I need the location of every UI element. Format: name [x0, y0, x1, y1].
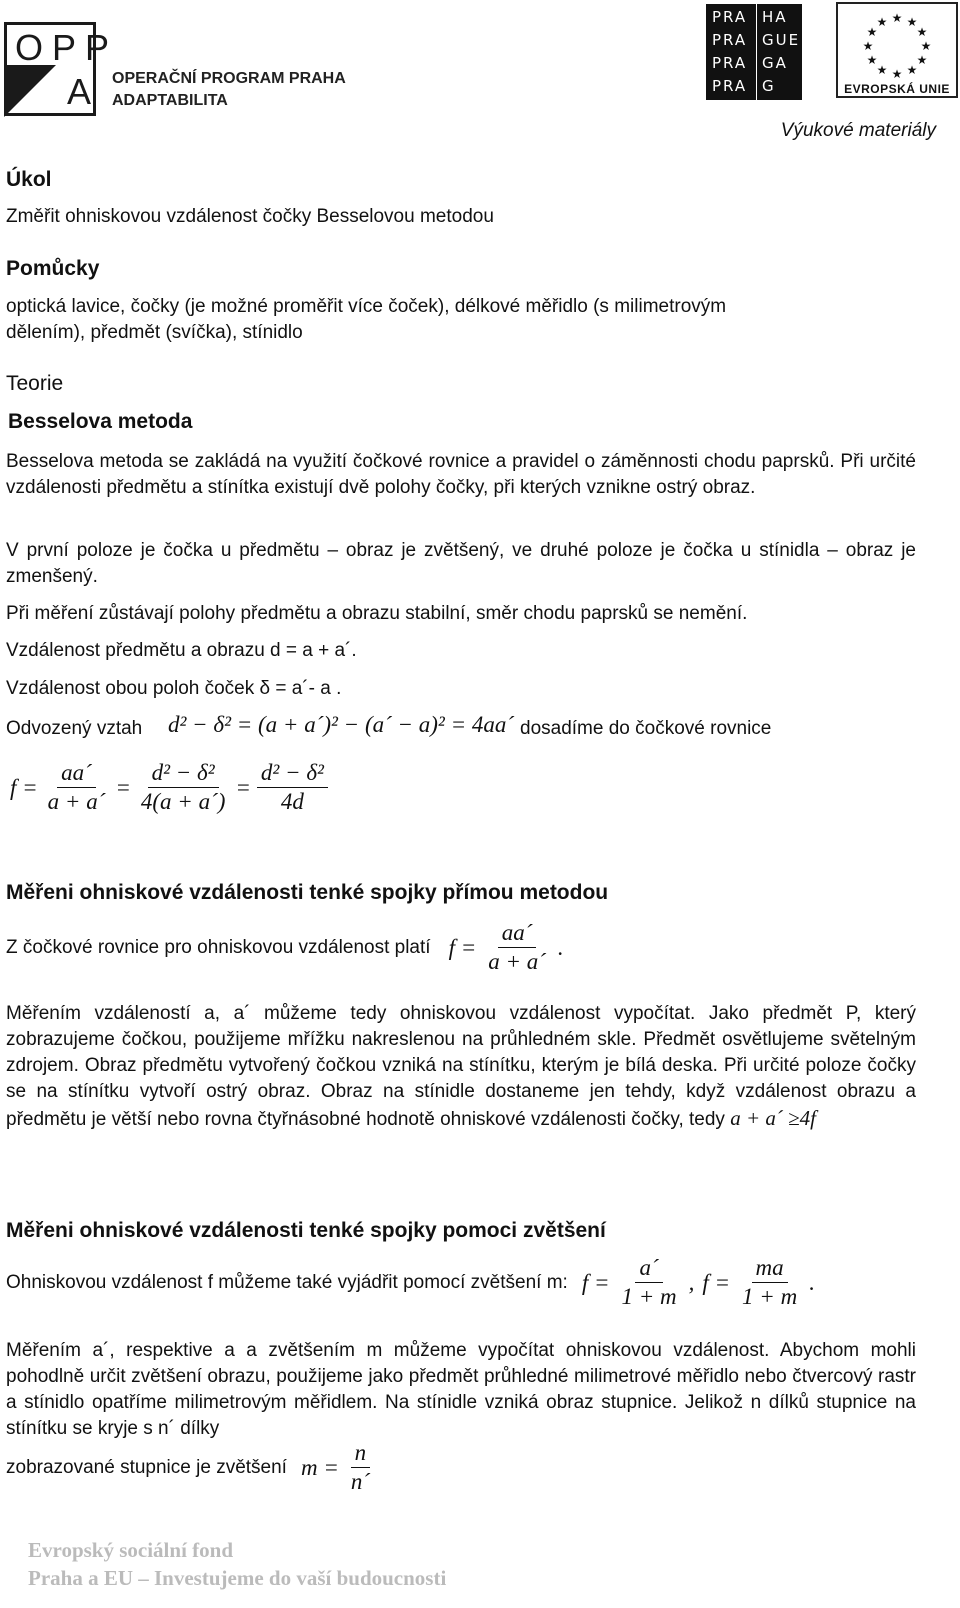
section-title-pomucky: Pomůcky — [6, 257, 100, 280]
prima-intro: Z čočkové rovnice pro ohniskovou vzdálenost platí — [6, 936, 431, 958]
program-line-2: ADAPTABILITA — [112, 92, 228, 109]
bessel-paragraph-4: Vzdálenost předmětu a obrazu d = a + a´. — [6, 640, 357, 661]
materials-label: Výukové materiály — [780, 120, 936, 141]
eu-logo — [836, 2, 958, 98]
praha-cell: PRA — [712, 31, 748, 49]
fraction-denominator: 4d — [280, 789, 304, 814]
prima-formula-line — [6, 920, 564, 975]
eu-stars-icon — [838, 4, 956, 78]
zvetseni-last-line — [6, 1440, 374, 1495]
dosadime-text: dosadíme do čočkové rovnice — [520, 718, 772, 739]
fraction-denominator: 4(a + a´) — [140, 789, 226, 814]
fraction — [257, 760, 328, 815]
m-f: m = — [300, 1454, 339, 1480]
praha-logo — [706, 4, 802, 100]
footer-line-1: Evropský sociální fond — [28, 1538, 234, 1562]
fraction-numerator: d² − δ² — [257, 760, 328, 788]
fraction-numerator: ma — [752, 1255, 788, 1283]
fraction-numerator: d² − δ² — [148, 760, 219, 788]
program-name — [112, 68, 346, 112]
formula-f: f = — [10, 774, 38, 800]
praha-cell: GUE — [762, 31, 801, 49]
prima-paragraph — [6, 1001, 916, 1133]
opp-logo — [4, 22, 119, 116]
fraction-denominator: a + a´ — [47, 789, 106, 814]
fraction-numerator: aa´ — [57, 760, 96, 788]
praha-cell: PRA — [712, 54, 748, 72]
fraction — [347, 1440, 374, 1495]
svg-text:★: ★ — [862, 39, 874, 53]
zvetseni-formula-line — [6, 1255, 815, 1310]
footer-line-2: Praha a EU – Investujeme do vaší budoucnosti — [28, 1566, 447, 1590]
prima-paragraph-text: Měřením vzdáleností a, a´ můžeme tedy ohniskovou vzdálenost vypočítat. Jako předmět P, který zobrazujeme čočkou, použijeme mřížku nakreslenou na průhledném skle. Předmět osvětlujeme světelným zdrojem. Obraz předmětu vytvořený čočkou vzniká na stínítku, kterým je bílá deska. Při určité poloze čočky se na stínítku vytvoří ostrý obraz. Obraz na stínidle dostaneme jen tehdy, když vzdálenost obrazu a předmětu je větší nebo rovna čtyřnásobné hodnotě ohniskové vzdálenosti čočky, tedy — [6, 1003, 916, 1130]
fraction — [44, 760, 110, 815]
section-title-ukol: Úkol — [6, 168, 52, 191]
fraction-denominator: 1 + m — [621, 1284, 677, 1309]
bessel-paragraph-3: Při měření zůstávají polohy předmětu a obrazu stabilní, směr chodu paprsků se nemění. — [6, 603, 748, 624]
opp-logo-triangle — [4, 65, 56, 117]
opp-logo-text: OPP — [15, 27, 119, 68]
zvetseni-intro: Ohniskovou vzdálenost f můžeme také vyjádřit pomocí zvětšení m: — [6, 1271, 568, 1293]
section-title-bessel: Besselova metoda — [8, 410, 193, 433]
f-formula — [10, 760, 328, 815]
fraction-numerator: aa´ — [498, 920, 537, 948]
section-title-zvetseni: Měřeni ohniskové vzdálenosti tenké spojky pomoci zvětšení — [6, 1219, 606, 1242]
formula-equals: = — [115, 774, 131, 800]
odvozeny-label: Odvozený vztah — [6, 718, 143, 739]
fraction-numerator: n — [351, 1440, 371, 1468]
pomucky-line-1: optická lavice, čočky (je možné proměřit více čoček), délkové měřidlo (s milimetrovým — [6, 296, 727, 317]
fraction-numerator: a´ — [635, 1255, 662, 1283]
prima-period: . — [557, 934, 564, 960]
praha-cell: HA — [762, 8, 788, 26]
svg-text:★: ★ — [906, 63, 918, 77]
fraction-denominator: n´ — [350, 1469, 371, 1494]
section-title-prima: Měřeni ohniskové vzdálenosti tenké spojky přímou metodou — [6, 881, 609, 904]
bessel-paragraph-1: Besselova metoda se zakládá na využití čočkové rovnice a pravidel o záměnnosti chodu paprsků. Při určité vzdálenosti předmětu a stínítka existují dvě polohy čočky, při kterých vznikne ostrý obraz. — [6, 451, 916, 498]
zv-f2: f = — [702, 1269, 731, 1295]
pomucky-line-2: dělením), předmět (svíčka), stínidlo — [6, 322, 303, 343]
fraction — [137, 760, 230, 815]
svg-text:★: ★ — [891, 11, 903, 25]
praha-cell: PRA — [712, 77, 748, 95]
fraction-denominator: a + a´ — [488, 949, 546, 974]
svg-text:★: ★ — [891, 67, 903, 78]
zvetseni-last: zobrazované stupnice je zvětšení — [6, 1456, 287, 1478]
fraction — [738, 1255, 801, 1310]
opp-logo-letter: A — [67, 71, 92, 112]
svg-text:★: ★ — [876, 15, 888, 29]
praha-cell: PRA — [712, 8, 748, 26]
fraction — [484, 920, 550, 975]
program-line-1: OPERAČNÍ PROGRAM PRAHA — [112, 70, 346, 87]
prima-f: f = — [448, 934, 477, 960]
svg-text:★: ★ — [866, 25, 878, 39]
prima-inequality: a + a´ ≥4f — [730, 1106, 816, 1130]
fraction-denominator: 1 + m — [742, 1284, 798, 1309]
svg-text:★: ★ — [876, 63, 888, 77]
fraction — [617, 1255, 680, 1310]
zv-f1: f = — [581, 1269, 610, 1295]
eu-label: EVROPSKÁ UNIE — [838, 82, 956, 96]
praha-divider — [756, 4, 757, 100]
ukol-text: Změřit ohniskovou vzdálenost čočky Besselovou metodou — [6, 206, 494, 227]
zvetseni-paragraph: Měřením a´, respektive a a zvětšením m můžeme vypočítat ohniskovou vzdálenost. Abychom mohli pohodlně určit zvětšení obrazu, použijeme jako předmět průhledné milimetrové měřidlo nebo čtvercový rastr a stínidlo opatříme milimetrovým měřidlem. Na stínidle vzniká obraz stupnice. Jelikož n dílků stupnice na stínítku se kryje s n´ dílky — [6, 1340, 916, 1439]
svg-text:★: ★ — [906, 15, 918, 29]
svg-text:★: ★ — [916, 25, 928, 39]
svg-text:★: ★ — [920, 39, 932, 53]
bessel-paragraph-5: Vzdálenost obou poloh čoček δ = a´- a . — [6, 678, 342, 699]
praha-cell: GA — [762, 54, 788, 72]
section-title-teorie: Teorie — [6, 372, 64, 395]
zv-sep: , — [688, 1269, 695, 1295]
formula-equals: = — [235, 774, 251, 800]
praha-cell: G — [762, 77, 776, 95]
zv-period: . — [809, 1269, 815, 1295]
odvozeny-formula: d² − δ² = (a + a´)² − (a´ − a)² = 4aa´ — [168, 712, 515, 737]
svg-text:★: ★ — [866, 53, 878, 67]
bessel-paragraph-2: V první poloze je čočka u předmětu – obraz je zvětšený, ve druhé poloze je čočka u stínidla – obraz je zmenšený. — [6, 540, 916, 587]
svg-text:★: ★ — [916, 53, 928, 67]
